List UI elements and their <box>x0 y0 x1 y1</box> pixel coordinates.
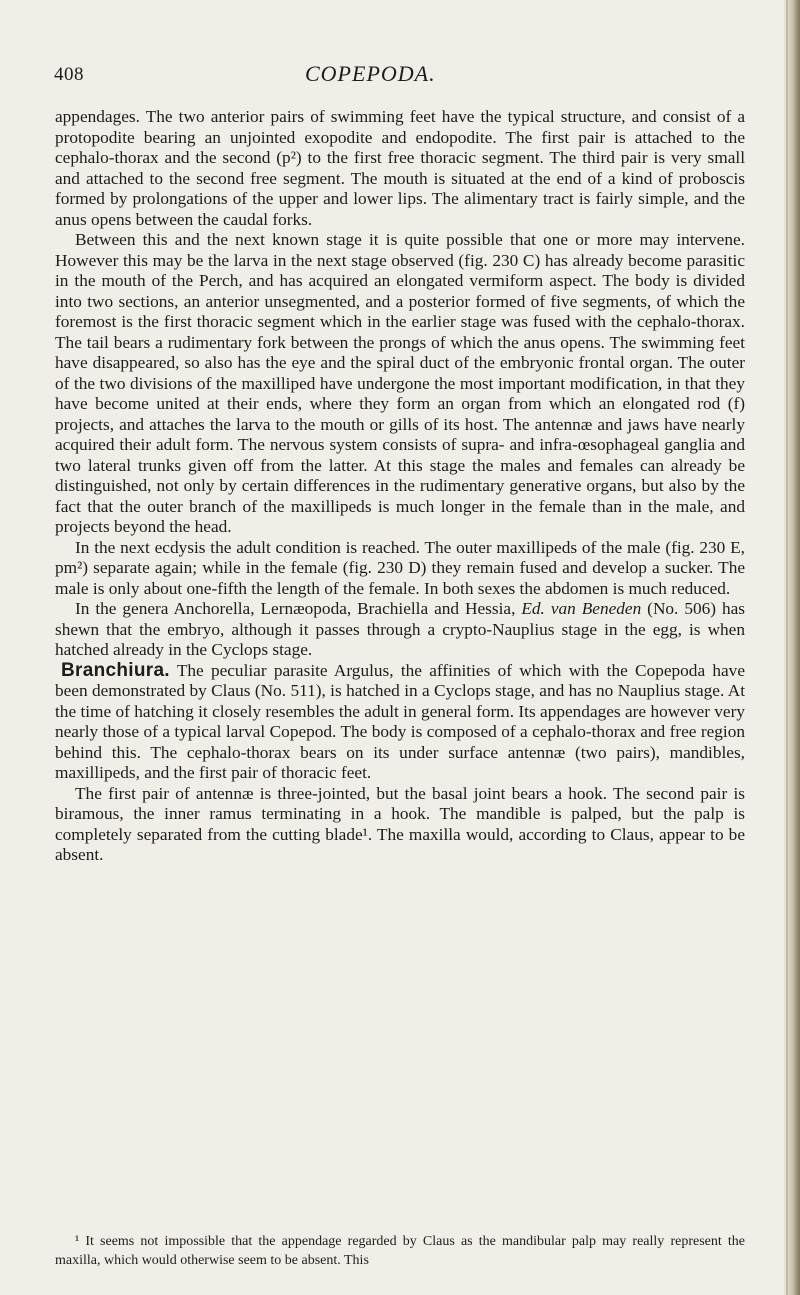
paragraph-continued: appendages. The two anterior pairs of swimming feet have the typical structure, and consist of a protopodite bearing an unjointed exopodite and endopodite. The first pair is attached to the cephalo-thorax and the second (p²) to the first free thoracic segment. The third pair is very small and attached to the second free segment. The mouth is situated at the end of a kind of proboscis formed by prolongations of the upper and lower lips. The alimentary tract is fairly simple, and the anus opens between the caudal forks. <box>55 107 745 229</box>
section-heading: Branchiura. <box>61 659 170 681</box>
page-edge-line <box>786 0 788 1295</box>
paragraph-genera <box>55 599 745 661</box>
body-text <box>55 107 745 866</box>
genera-text-end: (No. 506) has shewn that the embryo, although it passes through a crypto-Nauplius stage in the egg, is when hatched already in the Cyclops stage. <box>55 599 745 659</box>
paragraph-branchiura <box>55 661 745 784</box>
paragraph-antennae: The first pair of antennæ is three-jointed, but the basal joint bears a hook. The second pair is biramous, the inner ramus terminating in a hook. The mandible is palped, but the palp is completely separated from the cutting blade¹. The maxilla would, according to Claus, appear to be absent. <box>55 783 745 864</box>
running-title: COPEPODA. <box>305 61 436 86</box>
paragraph-adult-condition: In the next ecdysis the adult condition is reached. The outer maxillipeds of the male (fig. 230 E, pm²) separate again; while in the female (fig. 230 D) they remain fused and develop a sucker. The male is only about one-fifth the length of the female. In both sexes the abdomen is much reduced. <box>55 537 745 598</box>
genera-text-start: In the genera Anchorella, Lernæopoda, Brachiella and Hessia, <box>75 599 522 618</box>
footnote: ¹ It seems not impossible that the appendage regarded by Claus as the mandibular palp may really represent the maxilla, which would otherwise seem to be absent. This <box>55 1234 745 1268</box>
author-name: Ed. van Beneden <box>521 599 642 618</box>
paragraph-intervening-stage: Between this and the next known stage it is quite possible that one or more may intervene. However this may be the larva in the next stage observed (fig. 230 C) has already become parasitic in the mouth of the Perch, and has acquired an elongated vermiform aspect. The body is divided into two sections, an anterior unsegmented, and a posterior formed of five segments, of which the foremost is the first thoracic segment which in the earlier stage was fused with the cephalo-thorax. The tail bears a rudimentary fork between the prongs of which the anus opens. The swimming feet have disappeared, so also has the eye and the spiral duct of the embryonic frontal organ. The outer of the two divisions of the maxilliped have undergone the most important modification, in that they have become united at their ends, where they form an organ from which an elongated rod (f) projects, and attaches the larva to the mouth or gills of its host. The antennæ and jaws have nearly acquired their adult form. The nervous system consists of supra- and infra-œsophageal ganglia and two lateral trunks given off from the latter. At this stage the males and females can already be distinguished, not only by certain differences in the rudimentary generative organs, but also by the fact that the outer branch of the maxillipeds is much longer in the female than in the male, and projects beyond the head. <box>55 230 745 536</box>
page-number: 408 <box>54 64 84 85</box>
branchiura-text: The peculiar parasite Argulus, the affinities of which with the Copepoda have been demonstrated by Claus (No. 511), is hatched in a Cyclops stage, and has no Nauplius stage. At the time of hatching it closely resembles the adult in general form. Its appendages are however very nearly those of a typical larval Copepod. The body is composed of a cephalo-thorax and free region behind this. The cephalo-thorax bears on its under surface antennæ (two pairs), mandibles, maxillipeds, and the first pair of thoracic feet. <box>55 660 745 782</box>
